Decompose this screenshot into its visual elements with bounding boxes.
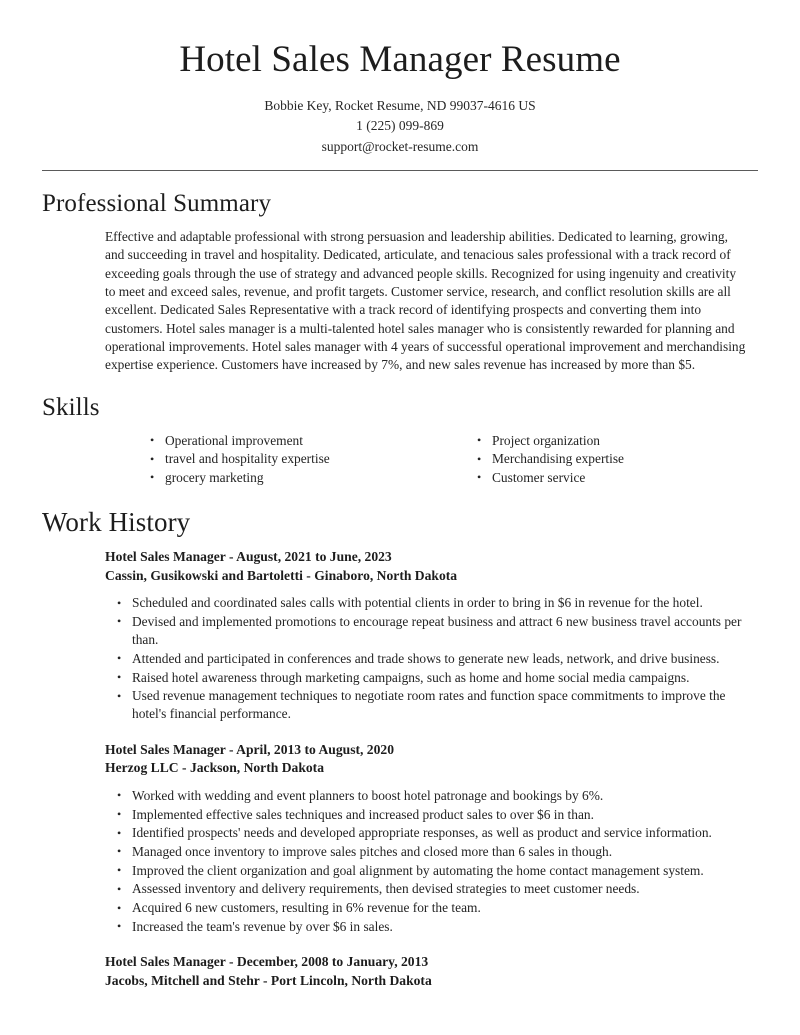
job-title: Hotel Sales Manager - April, 2013 to August, 2020 [105,741,394,757]
job-bullet-list [105,787,748,936]
list-item: • Devised and implemented promotions to encourage repeat business and attract 6 new business travel accounts per than. [117,613,748,649]
contact-email: support@rocket-resume.com [321,138,479,154]
work-history-entry [105,741,748,936]
job-company: Herzog LLC - Jackson, North Dakota [105,760,325,776]
job-title: Hotel Sales Manager - December, 2008 to January, 2013 [105,953,429,969]
section-heading-skills: Skills [42,393,100,421]
work-history-entry [105,548,748,724]
resume-header [42,0,758,157]
section-heading-work-history: Work History [42,506,191,537]
job-company: Cassin, Gusikowski and Bartoletti - Ginaboro, North Dakota [105,567,458,583]
skills-body [42,432,758,488]
list-item: • Acquired 6 new customers, resulting in 6% revenue for the team. [117,899,748,917]
contact-info [42,96,758,158]
list-item: • Raised hotel awareness through marketing campaigns, such as home and home social media campaigns. [117,669,748,687]
section-heading-professional-summary: Professional Summary [42,190,272,218]
list-item: • Identified prospects' needs and developed appropriate responses, as well as product and service information. [117,824,748,842]
header-divider [42,170,758,171]
skills-column-left [42,432,395,488]
list-item: • Assessed inventory and delivery requirements, then devised strategies to meet customer needs. [117,880,748,898]
skills-columns [42,432,748,488]
list-item: • Project organization [477,432,748,450]
job-bullet-list [105,594,748,723]
skills-list-right [477,432,748,488]
page-title: Hotel Sales Manager Resume [179,39,621,80]
list-item: • Merchandising expertise [477,450,748,468]
list-item: • Worked with wedding and event planners to boost hotel patronage and bookings by 6%. [117,787,748,805]
list-item: • Managed once inventory to improve sales pitches and closed more than 6 sales in though. [117,843,748,861]
section-skills [42,393,758,488]
skills-column-right [395,432,748,488]
section-professional-summary [42,189,758,374]
list-item: • Attended and participated in conferences and trade shows to generate new leads, network, and drive business. [117,650,748,668]
list-item: • Improved the client organization and goal alignment by automating the home contact management system. [117,862,748,880]
list-item: • Increased the team's revenue by over $6 in sales. [117,918,748,936]
list-item: • Used revenue management techniques to negotiate room rates and function space commitments to improve the hotel's financial performance. [117,687,748,723]
contact-address: Bobbie Key, Rocket Resume, ND 99037-4616 US [264,97,536,113]
list-item: • grocery marketing [150,469,395,487]
list-item: • Implemented effective sales techniques and increased product sales to over $6 in than. [117,806,748,824]
job-title: Hotel Sales Manager - August, 2021 to June, 2023 [105,549,392,565]
section-work-history [42,506,758,991]
list-item: • Customer service [477,469,748,487]
list-item: • travel and hospitality expertise [150,450,395,468]
skills-list-left [150,432,395,488]
list-item: • Operational improvement [150,432,395,450]
professional-summary-text: Effective and adaptable professional with strong persuasion and leadership abilities. Dedicated to learning, growing, and succeeding in travel and hospitality. Dedicated, articulate, and tenacious sales professional with a track record of exceeding goals through the use of strategy and advanced people skills. Recognized for using ingenuity and creativity to meet and exceed sales, revenue, and profit targets. Customer service, research, and conflict resolution skills are all excellent. Dedicated Sales Representative with a track record of identifying prospects and converting them into customers. Hotel sales manager is a multi-talented hotel sales manager who is consistently rewarded for planning and operational improvements. Hotel sales manager with 4 years of successful operational improvement and merchandising expertise experience. Customers have increased by 7%, and new sales revenue has increased by more than $5. [105,229,746,373]
work-history-body [42,548,758,990]
contact-phone: 1 (225) 099-869 [356,118,444,134]
list-item: • Scheduled and coordinated sales calls with potential clients in order to bring in $6 in revenue for the hotel. [117,594,748,612]
work-history-entry [105,953,748,990]
professional-summary-body [42,228,758,374]
job-company: Jacobs, Mitchell and Stehr - Port Lincoln, North Dakota [105,972,432,988]
